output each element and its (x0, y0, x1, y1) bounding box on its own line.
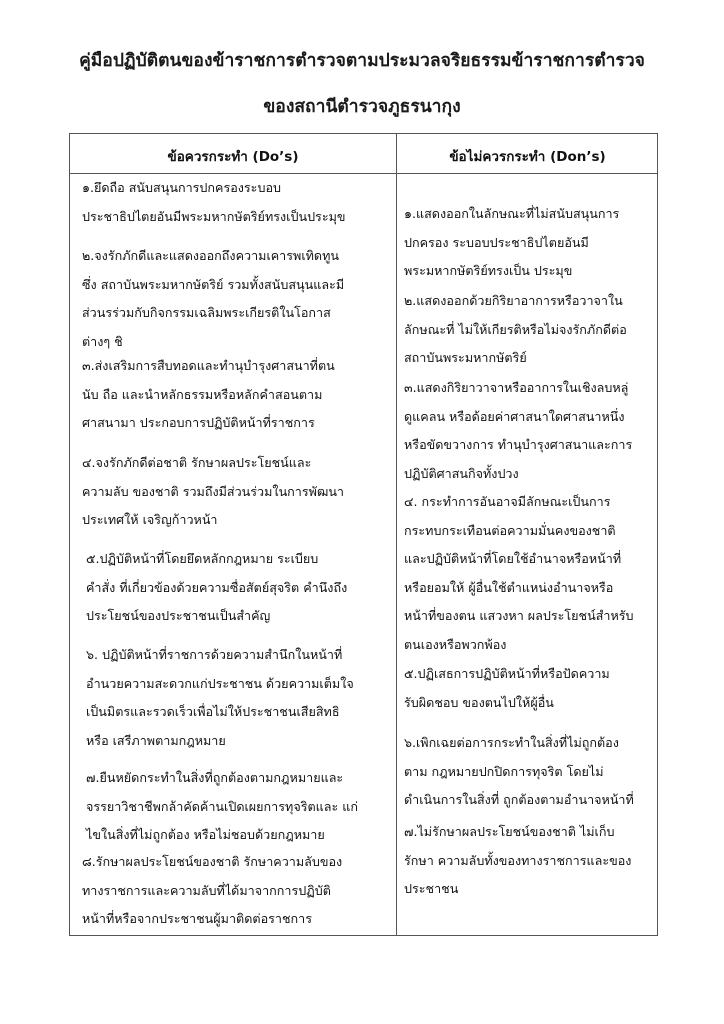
dos-item (82, 545, 398, 631)
donts-item (404, 729, 656, 815)
text-line: ตนเองหรือพวกพ้อง (404, 636, 507, 652)
text-line: จรรยาวิชาชีพกล้าคัดค้านเปิดเผยการทุจริตและ แก่ (86, 798, 358, 814)
text-line: นับ ถือ และนำหลักธรรมหรือหลักคำสอนตาม (82, 386, 323, 402)
text-line: ต่างๆ ชิ (82, 333, 123, 349)
text-line: ศาสนามา ประกอบการปฏิบัติหน้าที่ราชการ (82, 415, 315, 430)
text-line: ๗.ยืนหยัดกระทำในสิ่งที่ถูกต้องตามกฎหมายและ (86, 770, 344, 785)
donts-column-header: ข้อไม่ควรกระทำ (Don’s) (449, 149, 606, 165)
donts-item (404, 660, 656, 717)
text-line: คำสั่ง ที่เกี่ยวข้องด้วยความซื่อสัตย์สุจริต คำนึงถึง (86, 579, 348, 595)
text-line: ๔. กระทำการอันอาจมีลักษณะเป็นการ (404, 494, 611, 509)
text-line: อำนวยความสะดวกแก่ประชาชน ด้วยความเต็มใจ (86, 675, 354, 691)
text-line: ไขในสิ่งที่ไม่ถูกต้อง หรือไม่ชอบด้วยกฎหมาย (86, 827, 325, 842)
dos-column-header: ข้อควรกระทำ (Do’s) (167, 149, 299, 165)
dos-item (82, 764, 398, 850)
dos-item (82, 449, 394, 535)
text-line: สถาบันพระมหากษัตริย์ (404, 350, 527, 365)
text-line: ซึ่ง สถาบันพระมหากษัตริย์ รวมทั้งสนับสนุนและมี (82, 276, 345, 292)
text-line: ๖. ปฏิบัติหน้าที่ราชการด้วยความสำนึกในหน้าที่ (86, 647, 343, 662)
text-line: หรือขัดขวางการ ทำนุบำรุงศาสนาและการ (404, 437, 633, 452)
text-line: ๘.รักษาผลประโยชน์ของชาติ รักษาความลับของ (82, 854, 343, 869)
text-line: หน้าที่หรือจากประชาชนผู้มาติดต่อราชการ (82, 911, 312, 926)
text-line: ๑.ยึดถือ สนับสนุนการปกครองระบอบ (82, 180, 282, 195)
document-title-line-1: คู่มือปฏิบัติตนของข้าราชการตำรวจตามประมวลจริยธรรมข้าราชการตำรวจ (79, 51, 645, 71)
dos-item (82, 641, 398, 755)
text-line: ประชาธิปไตยอันมีพระมหากษัตริย์ทรงเป็นประมุข (82, 208, 346, 224)
text-line: ๕.ปฏิเสธการปฏิบัติหน้าที่หรือปัดความ (404, 666, 610, 681)
text-line: หรือ เสรีภาพตามกฎหมาย (86, 732, 226, 748)
dos-item (82, 352, 394, 438)
text-line: และปฏิบัติหน้าที่โดยใช้อำนาจหรือหน้าที่ (404, 551, 622, 566)
text-line: ๑.แสดงออกในลักษณะที่ไม่สนับสนุนการ (404, 206, 620, 221)
text-line: ๔.จงรักภักดีต่อชาติ รักษาผลประโยชน์และ (82, 455, 312, 470)
text-line: กระทบกระเทือนต่อความมั่นคงของชาติ (404, 522, 616, 538)
text-line: ๓.ส่งเสริมการสืบทอดและทำนุบำรุงศาสนาที่ตน (82, 358, 335, 373)
text-line: ดูแคลน หรือด้อยค่าศาสนาใดศาสนาหนึ่ง (404, 408, 625, 424)
text-line: ส่วนรร่วมกับกิจกรรมเฉลิมพระเกียรติในโอกาส (82, 305, 331, 320)
text-line: ความลับ ของชาติ รวมถึงมีส่วนร่วมในการพัฒนา (82, 483, 345, 499)
text-line: ปฏิบัติศาสนกิจทั้งปวง (404, 465, 519, 481)
text-line: ๓.แสดงกิริยาวาจาหรืออาการในเชิงลบหลู่ (404, 380, 629, 395)
donts-item (404, 818, 656, 904)
text-line: ทางราชการและความลับที่ได้มาจากการปฏิบัติ (82, 882, 331, 898)
text-line: ๒.แสดงออกด้วยกิริยาอาการหรือวาจาใน (404, 293, 623, 308)
dos-donts-table (69, 133, 658, 936)
text-line: ๕.ปฏิบัติหน้าที่โดยยึดหลักกฎหมาย ระเบียบ (86, 551, 319, 566)
text-line: หน้าที่ของตน แสวงหา ผลประโยชน์สำหรับ (404, 608, 634, 623)
donts-item (404, 374, 656, 488)
dos-item (82, 848, 394, 934)
text-line: ประเทศให้ เจริญก้าวหน้า (82, 512, 218, 527)
text-line: ประชาชน (404, 881, 459, 896)
donts-item (404, 287, 656, 373)
text-line: ประโยชน์ของประชาชนเป็นสำคัญ (86, 608, 271, 623)
donts-item (404, 200, 656, 286)
text-line: พระมหากษัตริย์ทรงเป็น ประมุข (404, 263, 573, 278)
text-line: ตาม กฎหมายปกปิดการทุจริต โดยไม่ (404, 763, 604, 779)
text-line: ๖.เพิกเฉยต่อการกระทำในสิ่งที่ไม่ถูกต้อง (404, 735, 619, 750)
text-line: เป็นมิตรและรวดเร็วเพื่อไม่ให้ประชาชนเสียสิทธิ (86, 704, 340, 719)
text-line: ปกครอง ระบอบประชาธิปไตยอันมี (404, 234, 589, 250)
text-line: รับผิดชอบ ของตนไปให้ผู้อื่น (404, 694, 554, 710)
text-line: รักษา ความลับทั้งของทางราชการและของ (404, 852, 632, 868)
text-line: หรือยอมให้ ผู้อื่นใช้ตำแหน่งอำนาจหรือ (404, 579, 614, 595)
donts-item (404, 488, 656, 659)
text-line: ๗.ไม่รักษาผลประโยชน์ของชาติ ไม่เก็บ (404, 824, 615, 839)
text-line: ๒.จงรักภักดีและแสดงออกถึงความเคารพเทิดทูน (82, 248, 340, 263)
dos-item (82, 174, 394, 231)
text-line: ลักษณะที่ ไม่ให้เกียรติหรือไม่จงรักภักดีต่อ (404, 321, 627, 337)
dos-item (82, 242, 394, 356)
text-line: ดำเนินการในสิ่งที่ ถูกต้องตามอำนาจหน้าที่ (404, 792, 634, 807)
document-title-line-2: ของสถานีตำรวจภูธรนากุง (263, 97, 461, 117)
